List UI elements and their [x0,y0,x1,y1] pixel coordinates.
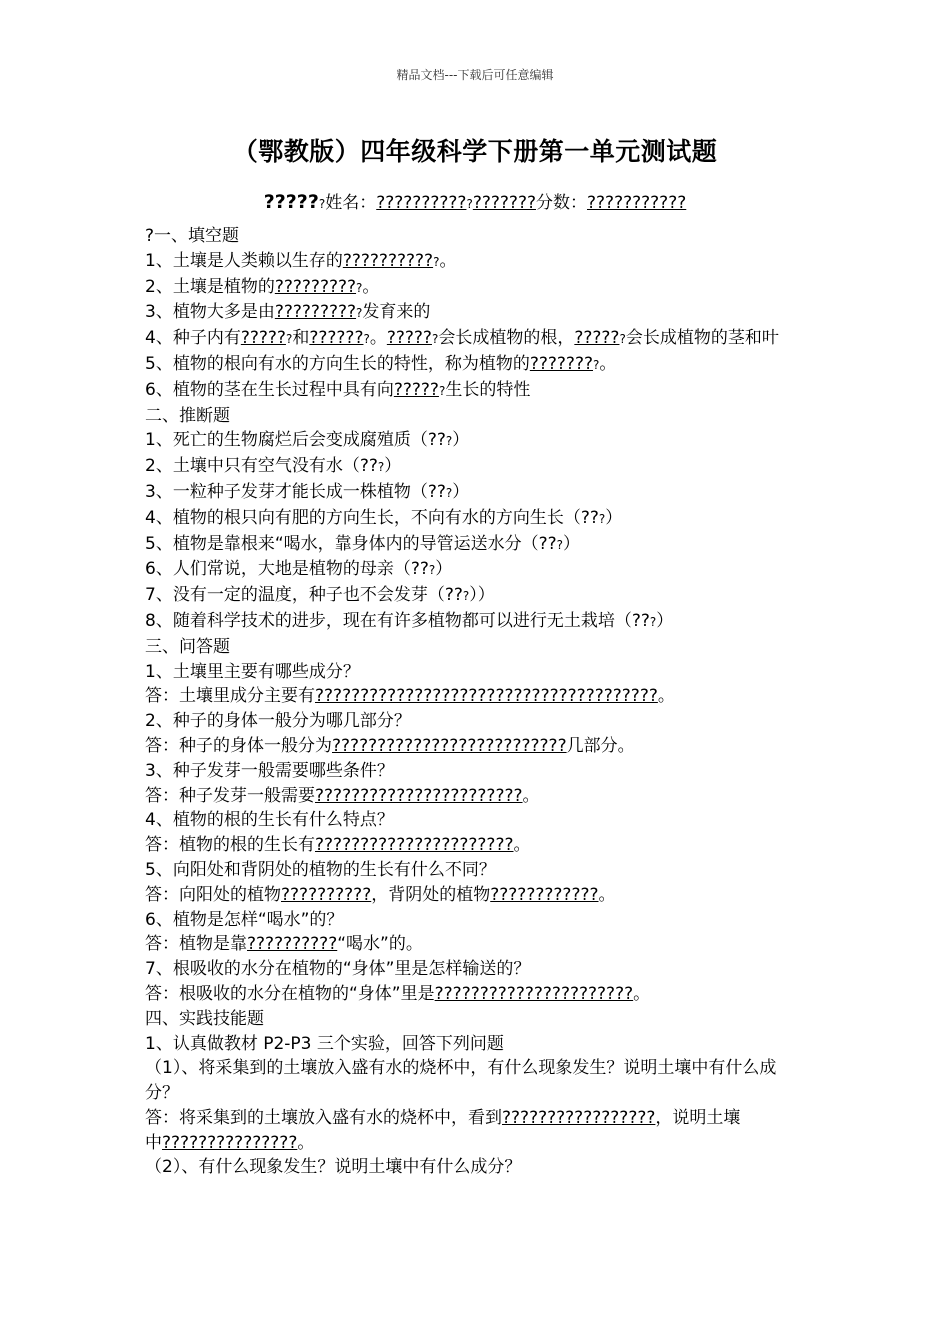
info-mid-blank: ??????? [472,193,536,213]
line-text: 7、根吸收的水分在植物的“身体”里是怎样输送的？ [145,959,531,980]
text-line [145,833,810,858]
text-line [145,224,810,249]
text-line [145,932,810,957]
text-line [145,378,810,404]
line-text: 答：将采集到的土壤放入盛有水的烧杯中，看到 [145,1107,502,1128]
text-line [145,858,810,883]
small-mark: ? [433,254,440,269]
line-text: 。 [599,353,617,374]
line-text: 4、植物的根只向有肥的方向生长，不向有水的方向生长（?? [145,507,599,528]
line-text: ） [384,456,402,477]
small-mark: ? [445,485,453,500]
small-mark: ? [462,589,470,604]
answer-blank: ?????????????????????? [315,835,514,856]
line-text: 3、种子发芽一般需要哪些条件？ [145,760,394,781]
line-text: 5、向阳处和背阴处的植物的生长有什么不同？ [145,859,496,880]
text-line [145,609,810,635]
line-text: 6、人们常说，大地是植物的母亲（?? [145,559,429,580]
answer-blank: ?????????????????????????????????????? [315,686,658,707]
text-line [145,1056,810,1106]
info-small-mark: ? [466,197,473,211]
small-mark: ? [356,280,363,295]
text-line [145,1106,810,1156]
line-text: 。 [598,884,616,905]
small-mark: ? [363,332,370,347]
line-text: 。 [362,276,380,297]
line-text: 答：种子发芽一般需要 [145,785,315,806]
answer-blank: ?????????????????????? [434,983,634,1004]
line-text: 答：土壤里成分主要有 [145,686,315,707]
line-text: 答：向阳处的植物 [145,884,281,905]
line-text: 3、植物大多是由 [145,302,275,323]
line-text: “喝水”的。 [337,934,423,955]
line-text: 6、植物是怎样“喝水”的？ [145,909,344,930]
line-text: ）） [469,585,495,606]
line-text: 。 [657,686,675,707]
small-mark: ? [285,332,293,347]
text-line [145,454,810,480]
line-text: 4、植物的根的生长有什么特点？ [145,810,394,831]
line-text: 答：根吸收的水分在植物的“身体”里是 [145,983,435,1004]
text-line [145,808,810,833]
text-line [145,275,810,301]
score-label: 分数： [536,193,587,213]
text-line [145,532,810,558]
text-line [145,583,810,609]
small-mark: ? [619,332,626,347]
line-text: 。 [369,328,387,349]
name-label: 姓名： [325,193,377,213]
line-text: 2、土壤是植物的 [145,276,275,297]
line-text: ） [563,533,581,554]
line-text: 6、植物的茎在生长过程中具有向 [145,379,394,400]
answer-blank: ????? [386,328,432,349]
line-text: ） [605,507,623,528]
small-mark: ? [356,306,363,321]
small-mark: ? [428,563,436,578]
text-line [145,300,810,326]
answer-blank: ?????????????????????????? [332,735,567,756]
name-blank: ?????????? [376,193,467,213]
text-line [145,734,810,759]
text-line [145,660,810,685]
info-question-marks: ????? [263,191,319,213]
text-line [145,428,810,454]
answer-blank: ??????? [529,353,593,374]
line-text: 。 [297,1132,315,1153]
student-info-line [0,188,950,213]
text-line [145,404,810,429]
line-text: 。 [439,250,457,271]
line-text: 。 [522,785,540,806]
line-text: 1、土壤里主要有哪些成分？ [145,661,360,682]
line-text: ，说明土壤中 [145,1107,741,1153]
small-mark: ? [593,357,600,372]
answer-blank: ?????????? [247,934,338,955]
text-line [145,709,810,734]
line-text: 4、种子内有 [145,328,241,349]
line-text: 和 [292,328,310,349]
line-text: 几部分。 [566,735,635,756]
small-mark: ? [377,460,385,475]
text-line [145,352,810,378]
text-line [145,635,810,660]
info-small-mark: ? [318,197,326,211]
line-text: 三、问答题 [145,636,230,657]
answer-blank: ?????????? [342,250,434,271]
text-line [145,1007,810,1032]
line-text: 2、种子的身体一般分为哪几部分？ [145,711,411,732]
text-line [145,506,810,532]
small-mark: ? [438,383,446,398]
line-text: （2）、有什么现象发生？说明土壤中有什么成分？ [145,1157,522,1178]
answer-blank: ??????????????????????? [315,785,523,806]
text-line [145,326,810,352]
answer-blank: ????? [240,328,286,349]
line-text: 。 [633,983,651,1004]
text-line [145,784,810,809]
line-text: 8、随着科学技术的进步，现在有许多植物都可以进行无土栽培（?? [145,610,650,631]
score-blank: ??????????? [587,193,687,213]
line-text: ） [435,559,453,580]
line-text: 1、死亡的生物腐烂后会变成腐殖质（?? [145,430,446,451]
text-line [145,759,810,784]
text-line [145,557,810,583]
line-text: 生长的特性 [445,379,531,400]
line-text: 1、认真做教材 P2-P3 三个实验，回答下列问题 [145,1033,504,1054]
line-text: 。 [513,835,531,856]
line-text: 答：种子的身体一般分为 [145,735,332,756]
line-text: 二、推断题 [145,405,230,426]
line-text: ） [452,481,470,502]
line-text: 1、土壤是人类赖以生存的 [145,250,343,271]
line-text: 会长成植物的茎和叶 [625,328,779,349]
text-line [145,982,810,1007]
line-text: 7、没有一定的温度，种子也不会发芽（?? [145,585,463,606]
line-text: 5、植物是靠根来“喝水，靠身体内的导管运送水分（?? [145,533,557,554]
line-text: 答：植物是靠 [145,934,247,955]
text-line [145,1032,810,1057]
line-text: 5、植物的根向有水的方向生长的特性，称为植物的 [145,353,530,374]
line-text: 会长成植物的根， [438,328,575,349]
text-line [145,908,810,933]
text-line [145,957,810,982]
text-line [145,684,810,709]
answer-blank: ????????????????? [502,1107,656,1128]
text-line [145,249,810,275]
answer-blank: ??????????????? [162,1132,298,1153]
page-title: （鄂教版）四年级科学下册第一单元测试题 [232,137,718,166]
line-text: 3、一粒种子发芽才能长成一株植物（?? [145,481,446,502]
answer-blank: ?????????? [281,884,372,905]
line-text: ?一、填空题 [145,226,240,246]
line-text: 发育来的 [362,302,431,323]
small-mark: ? [556,537,564,552]
test-content [145,224,810,1180]
line-text: 2、土壤中只有空气没有水（?? [145,456,378,477]
line-text: ） [656,610,674,631]
line-text: ，背阴处的植物 [371,884,491,905]
small-mark: ? [649,614,657,629]
text-line [145,480,810,506]
line-text: 答：植物的根的生长有 [145,835,315,856]
line-text: 四、实践技能题 [145,1008,264,1029]
small-mark: ? [598,511,606,526]
answer-blank: ????????? [274,302,357,323]
answer-blank: ????? [393,379,439,400]
line-text: ） [452,430,470,451]
small-mark: ? [431,332,439,347]
text-line [145,883,810,908]
header-note: 精品文档---下载后可任意编辑 [396,68,554,82]
text-line [145,1155,810,1180]
answer-blank: ?????? [309,328,364,349]
answer-blank: ????????? [274,276,357,297]
line-text: （1）、将采集到的土壤放入盛有水的烧杯中，有什么现象发生？说明土壤中有什么成分？ [145,1058,777,1104]
answer-blank: ????? [574,328,620,349]
small-mark: ? [445,434,453,449]
answer-blank: ???????????? [490,884,599,905]
